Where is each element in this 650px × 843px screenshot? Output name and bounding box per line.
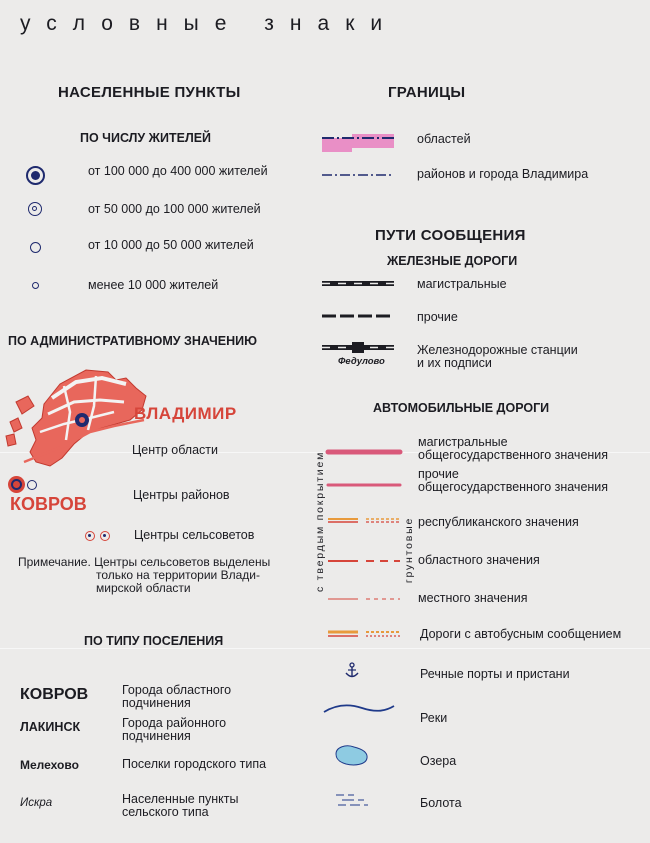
type-desc-3a: Поселки городского типа <box>122 757 267 771</box>
type-name-melekhovo: Мелехово <box>20 758 79 772</box>
type-desc-2a: Города районного <box>122 716 227 730</box>
by-admin-heading: ПО АДМИНИСТРАТИВНОМУ ЗНАЧЕНИЮ <box>8 334 257 348</box>
type-desc-4b: сельского типа <box>122 805 209 819</box>
type-name-iskra: Искра <box>20 797 53 809</box>
region-center-label: Центр области <box>132 443 219 457</box>
station-example-label: Федулово <box>338 356 385 367</box>
kovrov-red-label: КОВРОВ <box>10 494 87 514</box>
road-bus-symbol <box>328 629 403 639</box>
village-council-icon <box>100 531 110 541</box>
district-centers-label: Центры районов <box>133 488 230 502</box>
road-main-national-symbol <box>328 448 403 456</box>
by-population-heading: ПО ЧИСЛУ ЖИТЕЛЕЙ <box>80 131 212 145</box>
railway-stations-label-1: Железнодорожные станции <box>417 343 578 357</box>
fold-crease <box>0 648 650 649</box>
type-desc-1b: подчинения <box>122 696 191 710</box>
railways-heading: ЖЕЛЕЗНЫЕ ДОРОГИ <box>387 254 518 268</box>
district-center-icon <box>8 476 25 493</box>
pop-symbol-tiny <box>32 282 39 289</box>
road-other-national-symbol <box>328 482 403 488</box>
railway-station-symbol <box>322 342 397 354</box>
transport-heading: ПУТИ СООБЩЕНИЯ <box>375 227 526 244</box>
bus-roads-label: Дороги с автобусным сообщением <box>420 627 622 641</box>
anchor-icon <box>344 662 360 680</box>
swamp-symbol <box>334 792 374 812</box>
rivers-label: Реки <box>420 711 448 725</box>
river-symbol <box>322 702 397 716</box>
lakes-label: Озера <box>420 754 457 768</box>
railway-main-label: магистральные <box>417 277 507 291</box>
road-republic-symbol <box>328 517 403 525</box>
railway-other-label: прочие <box>417 310 458 324</box>
borders-heading: ГРАНИЦЫ <box>388 84 466 101</box>
ports-label: Речные порты и пристани <box>420 667 570 681</box>
pop-label-1: от 100 000 до 400 000 жителей <box>88 164 268 178</box>
type-desc-2b: подчинения <box>122 729 191 743</box>
village-councils-label: Центры сельсоветов <box>134 528 255 542</box>
pop-symbol-medium <box>28 202 42 216</box>
road-label-1b: общегосударственного значения <box>418 448 609 462</box>
note-line-1: Примечание. Центры сельсоветов выделены <box>18 555 271 569</box>
railway-stations-label-2: и их подписи <box>417 356 492 370</box>
railway-main-symbol <box>322 280 397 288</box>
type-desc-1a: Города областного <box>122 683 232 697</box>
border-label-regions: областей <box>417 132 471 146</box>
lake-symbol <box>332 744 372 768</box>
road-label-regional: областного значения <box>418 553 540 567</box>
road-label-2b: общегосударственного значения <box>418 480 609 494</box>
type-name-kovrov: КОВРОВ <box>20 686 89 703</box>
pop-label-3: от 10 000 до 50 000 жителей <box>88 238 254 252</box>
pop-symbol-large <box>26 166 45 185</box>
pop-label-2: от 50 000 до 100 000 жителей <box>88 202 261 216</box>
district-center-icon-small <box>27 480 37 490</box>
village-council-icon <box>85 531 95 541</box>
roads-heading: АВТОМОБИЛЬНЫЕ ДОРОГИ <box>373 401 550 415</box>
by-type-heading: ПО ТИПУ ПОСЕЛЕНИЯ <box>84 634 224 648</box>
railway-other-symbol <box>322 313 397 319</box>
note-line-3: мирской области <box>96 581 191 595</box>
road-label-2a: прочие <box>418 467 459 481</box>
border-label-districts: районов и города Владимира <box>417 167 589 181</box>
district-border-symbol <box>322 172 397 178</box>
type-desc-4a: Населенные пункты <box>122 792 239 806</box>
road-local-symbol <box>328 596 403 602</box>
vladimir-label: ВЛАДИМИР <box>134 404 237 423</box>
region-border-symbol <box>322 128 397 154</box>
pop-symbol-small <box>30 242 41 253</box>
legend-title: условные знаки <box>20 12 399 35</box>
settlements-heading: НАСЕЛЕННЫЕ ПУНКТЫ <box>58 84 241 101</box>
road-regional-symbol <box>328 558 403 564</box>
note-line-2: только на территории Влади- <box>96 568 260 582</box>
dirt-roads-label: грунтовые <box>403 516 415 584</box>
road-label-republic: республиканского значения <box>418 515 579 529</box>
type-name-lakinsk: ЛАКИНСК <box>20 720 81 734</box>
swamps-label: Болота <box>420 796 462 810</box>
pop-label-4: менее 10 000 жителей <box>88 278 219 292</box>
road-label-local: местного значения <box>418 591 528 605</box>
road-label-1a: магистральные <box>418 435 508 449</box>
paved-roads-label: с твердым покрытием <box>314 450 326 592</box>
